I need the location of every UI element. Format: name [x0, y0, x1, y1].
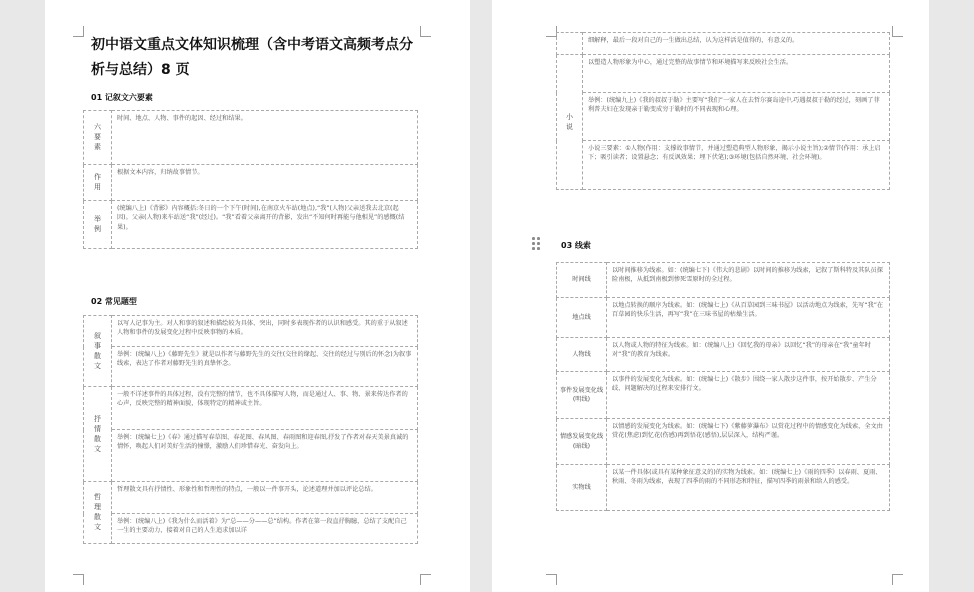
row-content: (统编八上)《背影》内容概括:冬日的一个下午(时间),在南京火车站(地点),“我”(人物)父亲送我去北京(起因)。父亲(人物)来车站送“我”(经过)。“我”看着父亲离开的背影，发出“不知何时再能与他相见”的感慨(结果)。: [112, 201, 418, 249]
narrative-elements-table: [83, 110, 418, 249]
row-label: 小说: [557, 55, 583, 190]
row-content: 举例：(统编七上)《春》通过描写春草图、春花图、春风图、春雨图和迎春图,抒发了作者对春天美景真诚的情怀，唤起人们对美好生活的憧憬，激励人们珍惜春光、奋发向上。: [112, 430, 418, 482]
row-label: 抒情散文: [84, 387, 112, 482]
table-row: [557, 465, 890, 511]
table-row: [84, 111, 418, 165]
table-row: [84, 201, 418, 249]
section-heading-question-types: 02 常见题型: [91, 297, 137, 306]
row-content: 举例：(统编八上)《我为什么而活着》为“总——分——总”结构。作者在第一段直抒胸臆，总结了支配自己一生的主要动力，接着对自己的人生追求加以详: [112, 514, 418, 544]
row-content: 举例：(统编九上)《我的叔叔于勒》主要写“我们”一家人在去哲尔赛岛途中,巧遇叔叔于勒的经过，刻画了菲利普夫妇在发现亲于勒变成穷于勒时的不同表现和心理。: [583, 93, 890, 141]
row-label-empty: [557, 33, 583, 55]
table-row: [557, 372, 890, 419]
row-content: 以地点转换的顺序为线索。如：(统编七上)《从百草园到三味书屋》以活动地点为线索，先写“我”在百草园的快乐生活，再写“我”在三味书屋的枯燥生活。: [607, 298, 890, 338]
row-content: 以事件的发展变化为线索。如：(统编七上)《散步》围绕一家人散步这件事，按开始散步、产生分歧、问题解决的过程来安排行文。: [607, 372, 890, 419]
table-row: [557, 55, 890, 93]
crop-mark-bottom-left: [546, 574, 557, 585]
table-row: [557, 141, 890, 190]
row-content: 以人物或人物的特征为线索。如：(统编八上)《回忆我的母亲》以回忆“我”的母亲在“我”童年时对“我”的教育为线索。: [607, 338, 890, 372]
table-row: [84, 514, 418, 544]
table-row: [557, 298, 890, 338]
section-heading-clues: 03 线索: [561, 241, 591, 250]
row-label: 哲理散文: [84, 482, 112, 544]
document-page-right: [492, 0, 929, 592]
table-row: [84, 347, 418, 387]
crop-mark-bottom-right: [420, 574, 431, 585]
row-content: 哲理散文具有抒情性、形象性和哲理性的特点，一般以一件事开头，论述道理并加以评论总结。: [112, 482, 418, 514]
row-content: 小说三要素：①人物(作用：支撑故事情节，并通过塑造典型人物形象，揭示小说主旨);②情节(作用：承上启下；吸引读者；设置悬念；有反讽效果；埋下伏笔);③环境(包括自然环境、社会环境)。: [583, 141, 890, 190]
table-row: [84, 387, 418, 430]
table-row: [557, 263, 890, 298]
row-content: 以塑造人物形象为中心，通过完整的故事情节和环境描写来反映社会生活。: [583, 55, 890, 93]
row-label: 叙事散文: [84, 316, 112, 387]
row-label: 人物线: [557, 338, 607, 372]
row-label: 实物线: [557, 465, 607, 511]
table-row: [84, 165, 418, 201]
table-row: [84, 316, 418, 347]
prose-types-table: [83, 315, 418, 544]
row-content: 以情感的发展变化为线索。如：(统编七下)《紫藤萝瀑布》以赏花过程中的情感变化为线索，全文由赏花(焦虑)到忆花(伤感)再到悟花(感悟),层层深入，结构严谨。: [607, 419, 890, 465]
row-content: 一般不详述事件的具体过程，没有完整的情节，也不具体描写人物，而是通过人、事、物、景来传达作者的心声，反映完整的精神面貌，体现特定的精神或主旨。: [112, 387, 418, 430]
crop-mark-bottom-right: [892, 574, 903, 585]
row-label: 事件发展变化线(明线): [557, 372, 607, 419]
row-label: 地点线: [557, 298, 607, 338]
table-row: [84, 482, 418, 514]
row-content: 时间、地点、人物、事件的起因、经过和结果。: [112, 111, 418, 165]
row-content: 以写人记事为主。对人和事的叙述和描绘较为具体、突出，同时多表现作者的认识和感受。其的重于从叙述人物和事件的发展变化过程中反映事物的本质。: [112, 316, 418, 347]
row-label: 时间线: [557, 263, 607, 298]
table-row: [84, 430, 418, 482]
section-heading-elements: 01 记叙文六要素: [91, 93, 153, 102]
row-label: 情感发展变化线(暗线): [557, 419, 607, 465]
row-content: 根据文本内容，归纳故事情节。: [112, 165, 418, 201]
table-row: [557, 419, 890, 465]
clues-table: [556, 262, 890, 511]
drag-handle-icon[interactable]: [532, 237, 542, 251]
row-content: 以时间推移为线索。如：(统编七下)《伟大的悲剧》以时间的推移为线索，记叙了斯科特及其队员探险南极，从抵到南极到惨死雪原时的全过程。: [607, 263, 890, 298]
crop-mark-bottom-left: [73, 574, 84, 585]
crop-mark-top-right: [892, 26, 903, 37]
document-title: 初中语文重点文体知识梳理（含中考语文高频考点分析与总结）8 页: [91, 37, 413, 78]
row-content: 细解释，最后一段对自己的一生做出总结，认为这样活是值得的，有意义的。: [583, 33, 890, 55]
document-page-left: [45, 0, 470, 592]
row-label: 举例: [84, 201, 112, 249]
row-label: 六要素: [84, 111, 112, 165]
table-row: [557, 33, 890, 55]
crop-mark-top-left: [73, 26, 84, 37]
table-row: [557, 93, 890, 141]
row-content: 举例：(统编八上)《藤野先生》就是以作者与藤野先生的交往(交往的缘起、交往的经过与别后的怀念)为叙事线索，表达了作者对藤野先生的真挚怀念。: [112, 347, 418, 387]
row-content: 以某一件具体(或具有某种象征意义的)的实物为线索。如：(统编七上)《雨的四季》以春雨、夏雨、秋雨、冬雨为线索，表现了四季的雨的不同形态和特征，描写四季的雨景和给人的感受。: [607, 465, 890, 511]
table-row: [557, 338, 890, 372]
row-label: 作用: [84, 165, 112, 201]
novel-table: [556, 32, 890, 190]
